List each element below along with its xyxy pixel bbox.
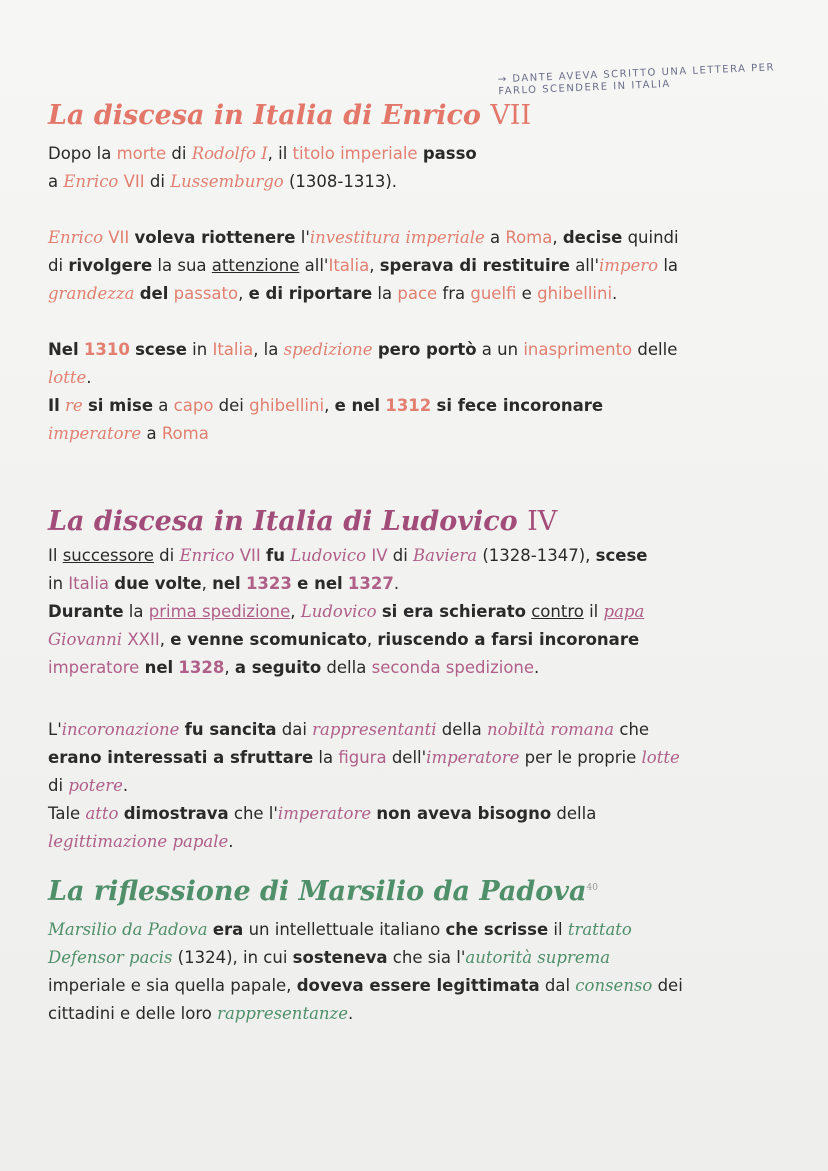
paragraph-5: L'incoronazione fu sancita dai rappresentanti della nobiltà romana che erano interessati a sfruttare la figura dell'imperatore per le proprie lotte di potere. Tale atto dimostrava che l'imperatore non aveva bisogno della legittimazione papale. bbox=[48, 720, 680, 851]
paragraph-1: Dopo la morte di Rodolfo I, il titolo imperiale passo a Enrico VII di Lussemburgo (1308-1313). bbox=[48, 144, 477, 191]
paragraph-2: Enrico VII voleva riottenere l'investitura imperiale a Roma, decise quindi di rivolgere la sua attenzione all'Italia, sperava di restituire all'impero la grandezza del passato, e di riportare la pace fra guelfi e ghibellini. bbox=[48, 228, 679, 303]
paragraph-3: Nel 1310 scese in Italia, la spedizione pero portò a un inasprimento delle lotte. Il re si mise a capo dei ghibellini, e nel 1312 si fece incoronare imperatore a Roma bbox=[48, 340, 678, 443]
paragraph-4: Il successore di Enrico VII fu Ludovico IV di Baviera (1328-1347), scese in Italia due volte, nel 1323 e nel 1327. Durante la prima spedizione, Ludovico si era schierato contro il papa Giovanni XXII, e venne scomunicato, riuscendo a farsi incoronare imperatore nel 1328, a seguito della seconda spedizione. bbox=[48, 546, 648, 677]
section-heading-enrico: La discesa in Italia di Enrico VII bbox=[48, 100, 532, 131]
paragraph-6: Marsilio da Padova era un intellettuale italiano che scrisse il trattato Defensor pacis (1324), in cui sosteneva che sia l'autorità suprema imperiale e sia quella papale, doveva essere legittimata dal consenso dei cittadini e delle loro rappresentanze. bbox=[48, 920, 683, 1023]
margin-note: → DANTE AVEVA SCRITTO UNA LETTERA PER FARLO SCENDERE IN ITALIA bbox=[497, 62, 776, 98]
section-heading-ludovico: La discesa in Italia di Ludovico IV bbox=[48, 506, 558, 537]
section-heading-marsilio: La riflessione di Marsilio da Padova$^{40}$ bbox=[48, 876, 598, 907]
